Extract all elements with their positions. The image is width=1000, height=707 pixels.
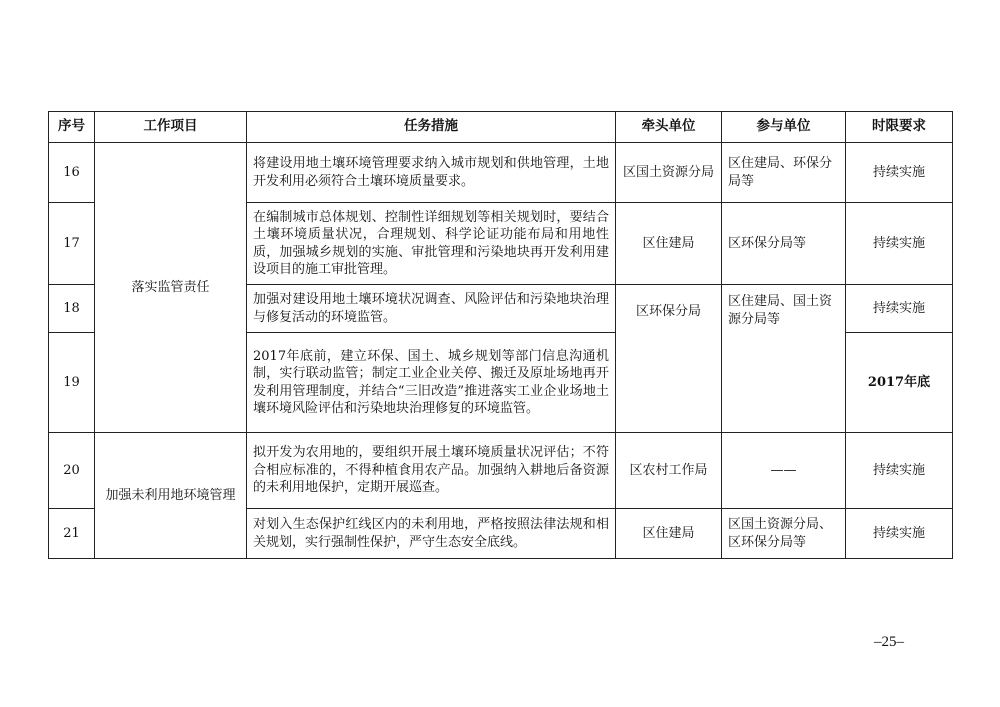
- lead-unit: 区环保分局: [616, 285, 722, 433]
- task-measure: 在编制城市总体规划、控制性详细规划等相关规划时，要结合土壤环境质量状况，合理规划、科学论证功能布局和用地性质，加强城乡规划的实施、审批管理和污染地块再开发利用建设项目的施工审批管理。: [247, 203, 616, 285]
- participant-unit: 区环保分局等: [722, 203, 846, 285]
- header-project: 工作项目: [95, 112, 247, 143]
- row-number: 21: [49, 509, 95, 559]
- row-number: 17: [49, 203, 95, 285]
- task-measure: 加强对建设用地土壤环境状况调查、风险评估和污染地块治理与修复活动的环境监管。: [247, 285, 616, 333]
- participant-unit: ——: [722, 433, 846, 509]
- header-no: 序号: [49, 112, 95, 143]
- deadline: 持续实施: [846, 285, 953, 333]
- work-project: 落实监管责任: [95, 143, 247, 433]
- table-header-row: [49, 112, 953, 143]
- header-participant: 参与单位: [722, 112, 846, 143]
- task-measure: 对划入生态保护红线区内的未利用地，严格按照法律法规和相关规划，实行强制性保护，严守生态安全底线。: [247, 509, 616, 559]
- deadline: 持续实施: [846, 433, 953, 509]
- participant-unit: 区住建局、国土资源分局等: [722, 285, 846, 433]
- row-number: 16: [49, 143, 95, 203]
- header-lead: 牵头单位: [616, 112, 722, 143]
- task-table: [48, 111, 953, 559]
- task-measure: 2017年底前，建立环保、国土、城乡规划等部门信息沟通机制，实行联动监管；制定工业企业关停、搬迁及原址场地再开发利用管理制度，并结合“三旧改造”推进落实工业企业场地土壤环境风险评估和污染地块治理修复的环境监管。: [247, 333, 616, 433]
- table-row: [49, 433, 953, 509]
- lead-unit: 区住建局: [616, 203, 722, 285]
- deadline: 持续实施: [846, 509, 953, 559]
- lead-unit: 区国土资源分局: [616, 143, 722, 203]
- deadline: 持续实施: [846, 203, 953, 285]
- row-number: 18: [49, 285, 95, 333]
- work-project: 加强未利用地环境管理: [95, 433, 247, 559]
- participant-unit: 区国土资源分局、区环保分局等: [722, 509, 846, 559]
- row-number: 20: [49, 433, 95, 509]
- row-number: 19: [49, 333, 95, 433]
- lead-unit: 区农村工作局: [616, 433, 722, 509]
- task-measure: 拟开发为农用地的，要组织开展土壤环境质量状况评估；不符合相应标准的，不得种植食用农产品。加强纳入耕地后备资源的未利用地保护，定期开展巡查。: [247, 433, 616, 509]
- lead-unit: 区住建局: [616, 509, 722, 559]
- task-measure: 将建设用地土壤环境管理要求纳入城市规划和供地管理，土地开发利用必须符合土壤环境质量要求。: [247, 143, 616, 203]
- header-task: 任务措施: [247, 112, 616, 143]
- participant-unit: 区住建局、环保分局等: [722, 143, 846, 203]
- deadline: 持续实施: [846, 143, 953, 203]
- table-row: [49, 143, 953, 203]
- deadline: 2017年底: [846, 333, 953, 433]
- header-deadline: 时限要求: [846, 112, 953, 143]
- page-number: –25–: [874, 634, 904, 650]
